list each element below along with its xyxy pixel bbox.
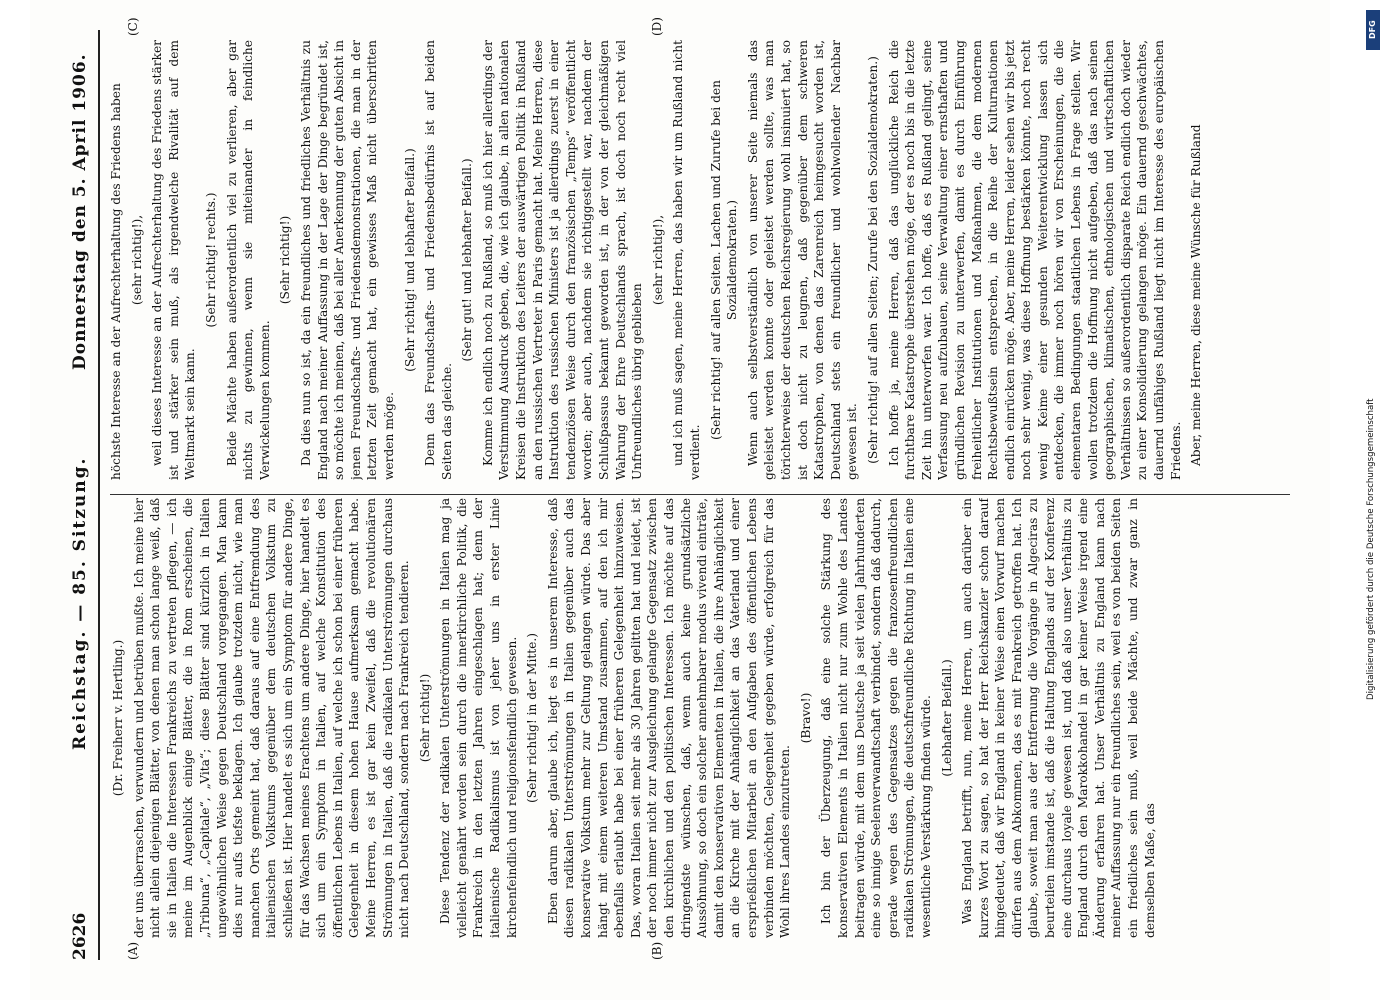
paragraph: Beide Mächte haben außerordentlich viel zu verlieren, aber gar nichts zu gewinnen, wenn sie miteinander in feindliche Verwickelungen kommen. [224,40,272,480]
interjection: (sehr richtig!), [650,214,665,306]
digitization-credit: Digitalisierung gefördert durch die Deutsche Forschungsgemeinschaft [1366,398,1376,700]
column-divider [110,494,1290,495]
margin-marker-a: (A) [126,941,140,960]
paragraph: und ich muß sagen, meine Herren, das haben wir um Rußland nicht verdient. [671,40,702,480]
session-date: Donnerstag den 5. April 1906. [70,53,90,370]
margin-marker-b: (B) [650,941,664,960]
paragraph: Komme ich endlich noch zu Rußland, so muß ich hier allerdings der Verstimmung Ausdruck geben, die, wie ich glaube, in allen nationalen Kreisen die Instruktion des Leiters der auswärtigen Politik in Rußland an den russischen Vertreter in Paris gemacht hat. Meine Herren, diese Instruktion des russischen Ministers ist ja allerdings zuerst in einer tendenziösen Weise durch den französischen „Temps“ veröffentlicht worden; aber auch, nachdem sie richtiggestellt war, nachdem der Schlußpassus bekannt geworden ist, in der von der gleichmäßigen Wahrung der Ehre Deutschlands sprach, ist doch noch recht viel Unfreundliches übrig geblieben [480,40,645,480]
paragraph: Diese Tendenz der radikalen Unterströmungen in Italien mag ja vielleicht genährt worden sein durch die innerkirchliche Politik, die Frankreich in den letzten Jahren eingeschlagen hat; denn der italienische Radikalismus ist von jeher uns in erster Linie kirchenfeindlich und religionsfeindlich gewesen. [438,498,519,938]
paragraph: Denn das Freundschafts- und Friedensbedürfnis ist auf beiden Seiten das gleiche. [423,40,454,480]
session-title: Reichstag. — 85. Sitzung. [70,456,90,750]
margin-marker-d: (D) [650,17,664,36]
interjection: (Sehr richtig! in der Mitte.) [525,633,540,803]
dfg-logo: DFG [1366,10,1380,50]
paragraph: der uns überraschen, verwundern und betrüben mußte. Ich meine hier nicht allein diejenigen Blätter, von denen man schon lange weiß, daß sie in Italien die Interessen Frankreichs zu vertreten pflegen, — ich meine im Augenblick einige Blätter, die in Rom erscheinen, die „Tribuna“, „Capitale“, „Vita“; diese Blätter sind kürzlich in Italien ungewöhnlichen Weise gegen Deutschland vorgegangen. Man kann dies nur aufs tiefste beklagen. Ich glaube trotzdem nicht, wie man manchen Orts gemeint hat, daß daraus auf eine Entfremdung des italienischen Volkstums gegenüber dem deutschen Volkstum zu schließen ist. Hier handelt es sich um ein Symptom für andere Dinge, für das Wachsen meines Erachtens um andere Dinge, hier handelt es sich um ein Symptom in Italien, auf welche Konstitution des öffentlichen Lebens in Italien, auf welche ich schon bei einer früheren Gelegenheit in diesem hohen Hause aufmerksam gemacht habe. Meine Herren, es ist gar kein Zweifel, daß die revolutionären Strömungen in Italien, daß die radikalen Unterströmungen durchaus nicht nach Deutschland, sondern nach Frankreich tendieren. [131,498,412,938]
interjection: (Sehr richtig!) [417,673,432,763]
interjection: (Bravo!) [798,692,813,744]
right-column [108,40,1288,480]
interjection: (Sehr gut! und lebhafter Beifall.) [460,158,475,362]
page-number: 2626 [70,912,90,960]
interjection: (Sehr richtig! und lebhafter Beifall.) [402,148,417,372]
paragraph: Ich bin der Überzeugung, daß eine solche Stärkung des konservativen Elements in Italien nicht nur zum Wohle des Landes beitragen würde, mit dem uns Deutsche ja seit vielen Jahrhunderten eine so innige Seelenverwandtschaft verbindet, sondern daß dadurch, gerade wegen des Gegensatzes gegen die franzosenfreundlichen radikalen Strömungen, die deutschfreundliche Richtung in Italien eine wesentliche Verstärkung finden würde. [819,498,933,938]
paragraph: Eben darum aber, glaube ich, liegt es in unserem Interesse, daß diesen radikalen Unterströmungen in Italien gegenüber auch das konservative Volkstum mehr zur Geltung gelangen würde. Das aber hängt mit einem weiteren Umstand zusammen, auf den ich mir ebenfalls erlaubt habe bei einer früheren Gelegenheit hinzuweisen. Das, woran Italien seit mehr als 30 Jahren gelitten hat und leidet, ist der noch immer nicht zur Ausgleichung gelangte Gegensatz zwischen den kirchlichen und den politischen Interessen. Ich möchte auf das dringendste wünschen, daß, wenn auch keine grundsätzliche Aussöhnung, so doch ein solcher annehmbarer modus vivendi einträte, damit den konservativen Elementen in Italien, die ihre Anhänglichkeit an die Kirche mit der Anhänglichkeit an das Vaterland und einer ersprießlichen Mitarbeit an den Aufgaben des öffentlichen Lebens verbinden möchten, Gelegenheit gegeben würde, erfolgreich für das Wohl ihres Landes einzutreten. [545,498,793,938]
header-rule [98,30,100,960]
paragraph: Ich hoffe ja, meine Herren, daß das unglückliche Reich die furchtbare Katastrophe überstehen möge, der es noch bis in die letzte Zeit hin unterworfen war. Ich hoffe, daß es Rußland gelingt, seine Verfassung neu aufzubauen, seine Verwaltung einer ernsthaften und gründlichen Revision zu unterwerfen, damit es durch Einführung freiheitlicher Institutionen und Maßnahmen, die dem modernen Rechtsbewußtsein entsprechen, in die Reihe der Kulturnationen endlich einrücken möge. Aber, meine Herren, leider sehen wir bis jetzt noch sehr wenig, was diese Hoffnung bestärken könnte, noch recht wenig Keime einer gesunden Weiterentwicklung lassen sich entdecken, die immer noch hören wir von Erscheinungen, die die elementaren Bedingungen staatlichen Lebens in Frage stellen. Wir wollen trotzdem die Hoffnung nicht aufgeben, daß das nach seinen geographischen, klimatischen, ethnologischen und wirtschaftlichen Verhältnissen so außerordentlich disparate Reich endlich doch wieder zu einer Konsolidierung gelangen möge. Ein dauernd geschwächtes, dauernd unfähiges Rußland liegt nicht im Interesse des europäischen Friedens. [886,40,1183,480]
paragraph: Was England betrifft, nun, meine Herren, um auch darüber ein kurzes Wort zu sagen, so hat der Herr Reichskanzler schon darauf hingedeutet, daß wir England in keiner Weise einen Vorwurf machen dürfen aus dem Abkommen, das es mit Frankreich getroffen hat. Ich glaube, soweit man aus der Entfernung die Vorgänge in Algeciras zu beurteilen imstande ist, daß die Haltung Englands auf der Konferenz eine durchaus loyale gewesen ist, und daß also unser Verhältnis zu England durch den Marokkohandel in gar keiner Weise irgend eine Änderung erfahren hat. Unser Verhältnis zu England kann nach meiner Auffassung nur ein freundliches sein, weil es von beiden Seiten ein friedliches sein muß, weil beide Mächte, und zwar ganz in demselben Maße, das [960,498,1157,938]
interjection: (Sehr richtig! rechts.) [203,192,218,328]
paragraph: Da dies nun so ist, da ein freundliches und friedliches Verhältnis zu England nach meiner Auffassung in der Lage der Dinge begründet ist, so möchte ich meinen, daß bei aller Anerkennung der guten Absicht in jenen Freundschafts- und Friedensdemonstrationen, die man in der letzten Zeit gemacht hat, ein gewisses Maß nicht überschritten werden möge. [298,40,396,480]
interjection: (sehr richtig!), [129,214,144,306]
margin-marker-c: (C) [126,17,140,36]
paragraph: Aber, meine Herren, diese meine Wünsche für Rußland [1189,124,1204,466]
paragraph: Wenn auch selbstverständlich von unserer Seite niemals das geleistet werden konnte oder geleistet werden sollte, was man törichterweise der deutschen Reichsregierung wohl insinuiert hat, so ist doch nicht zu leugnen, daß gegenüber dem schweren Katastrophen, von denen das Zarenreich heimgesucht worden ist, Deutschland stets ein freundlicher und wohlwollender Nachbar gewesen ist. [745,40,860,480]
interjection: (Sehr richtig! auf allen Seiten; Zurufe bei den Sozialdemokraten.) [865,56,880,464]
paragraph: weil dieses Interesse an der Aufrechterhaltung des Friedens stärker ist und stärker sein muß, als irgendwelche Rivalität auf dem Weltmarkt sein kann. [150,40,198,480]
interjection: (Lebhafter Beifall.) [939,659,954,777]
rotated-document-page [30,0,1330,1000]
speaker-line: (Dr. Freiherr v. Hertling.) [111,639,125,797]
paragraph: höchste Interesse an der Aufrechterhaltung des Friedens haben [109,83,123,480]
interjection: (Sehr richtig! auf allen Seiten. Lachen und Zurufe bei den Sozialdemokraten.) [708,80,740,440]
left-column [108,498,1288,938]
interjection: (Sehr richtig!) [278,215,293,305]
page-header [70,30,100,960]
